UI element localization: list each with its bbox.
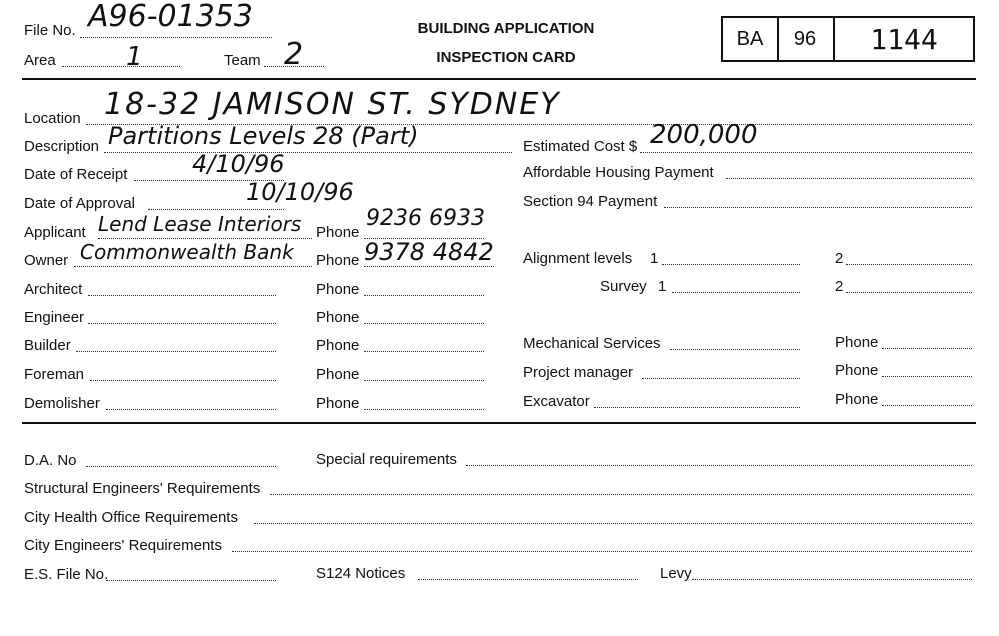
owner-line xyxy=(74,266,312,267)
affordable-housing-line xyxy=(726,178,972,179)
mechanical-phone-line xyxy=(882,348,972,349)
builder-label: Builder xyxy=(24,337,71,354)
section94-line xyxy=(664,207,972,208)
owner-phone-label: Phone xyxy=(316,252,360,269)
s124-line xyxy=(418,579,638,580)
architect-line xyxy=(88,295,276,296)
team-value: 2 xyxy=(284,37,304,72)
project-manager-phone-label: Phone xyxy=(835,362,879,379)
details-divider xyxy=(22,422,976,424)
card-title-line1: BUILDING APPLICATION xyxy=(417,20,595,37)
es-file-label: E.S. File No. xyxy=(24,566,109,583)
builder-phone-line xyxy=(364,351,484,352)
area-label: Area xyxy=(24,52,56,69)
city-engineers-line xyxy=(232,551,972,552)
description-label: Description xyxy=(24,138,100,155)
excavator-phone-line xyxy=(882,405,972,406)
date-receipt-label: Date of Receipt xyxy=(24,166,128,183)
area-line xyxy=(62,66,180,67)
survey-1-label: 1 xyxy=(658,278,667,295)
demolisher-label: Demolisher xyxy=(24,395,100,412)
header-divider xyxy=(22,78,976,80)
s124-label: S124 Notices xyxy=(316,565,406,582)
ba-number-box xyxy=(721,16,975,62)
owner-value: Commonwealth Bank xyxy=(80,240,294,264)
health-label: City Health Office Requirements xyxy=(24,509,238,526)
project-manager-label: Project manager xyxy=(523,364,634,381)
applicant-label: Applicant xyxy=(24,224,86,241)
applicant-phone-value: 9236 6933 xyxy=(366,206,485,231)
health-line xyxy=(254,523,972,524)
levy-line xyxy=(692,579,972,580)
date-approval-line xyxy=(148,209,284,210)
date-receipt-value: 4/10/96 xyxy=(192,150,285,178)
file-no-line xyxy=(80,37,272,38)
alignment-2-label: 2 xyxy=(835,250,844,267)
da-no-line xyxy=(86,466,276,467)
ba-prefix: BA xyxy=(723,18,779,60)
structural-line xyxy=(270,494,972,495)
applicant-line xyxy=(98,238,312,239)
architect-phone-line xyxy=(364,295,484,296)
builder-line xyxy=(76,351,276,352)
date-approval-value: 10/10/96 xyxy=(246,178,354,206)
alignment-1-label: 1 xyxy=(650,250,659,267)
description-value: Partitions Levels 28 (Part) xyxy=(108,122,419,150)
area-value: 1 xyxy=(126,42,143,72)
special-requirements-line xyxy=(466,465,972,466)
estimated-cost-label: Estimated Cost $ xyxy=(523,138,638,155)
alignment-1-line xyxy=(662,264,800,265)
foreman-line xyxy=(90,380,276,381)
foreman-label: Foreman xyxy=(24,366,85,383)
card-title-line2: INSPECTION CARD xyxy=(436,49,576,66)
location-label: Location xyxy=(24,110,81,127)
location-value: 18-32 JAMISON ST. SYDNEY xyxy=(104,87,561,122)
team-label: Team xyxy=(224,52,261,69)
architect-label: Architect xyxy=(24,281,83,298)
mechanical-label: Mechanical Services xyxy=(523,335,661,352)
structural-label: Structural Engineers' Requirements xyxy=(24,480,261,497)
excavator-phone-label: Phone xyxy=(835,391,879,408)
engineer-phone-label: Phone xyxy=(316,309,360,326)
ba-year: 96 xyxy=(777,18,835,60)
estimated-cost-line xyxy=(640,152,972,153)
architect-phone-label: Phone xyxy=(316,281,360,298)
engineer-label: Engineer xyxy=(24,309,85,326)
mechanical-line xyxy=(670,349,800,350)
engineer-line xyxy=(88,323,276,324)
project-manager-line xyxy=(642,378,800,379)
section94-label: Section 94 Payment xyxy=(523,193,658,210)
estimated-cost-value: 200,000 xyxy=(650,120,758,150)
da-no-label: D.A. No xyxy=(24,452,77,469)
foreman-phone-label: Phone xyxy=(316,366,360,383)
foreman-phone-line xyxy=(364,380,484,381)
affordable-housing-label: Affordable Housing Payment xyxy=(523,164,714,181)
special-requirements-label: Special requirements xyxy=(316,451,457,468)
alignment-label: Alignment levels xyxy=(523,250,633,267)
survey-1-line xyxy=(672,292,800,293)
levy-label: Levy xyxy=(660,565,692,582)
engineer-phone-line xyxy=(364,323,484,324)
excavator-label: Excavator xyxy=(523,393,590,410)
file-no-value: A96-01353 xyxy=(88,0,253,34)
alignment-2-line xyxy=(846,264,972,265)
es-file-line xyxy=(106,580,276,581)
mechanical-phone-label: Phone xyxy=(835,334,879,351)
survey-2-label: 2 xyxy=(835,278,844,295)
ba-number: 1144 xyxy=(870,23,938,56)
demolisher-phone-line xyxy=(364,409,484,410)
city-engineers-label: City Engineers' Requirements xyxy=(24,537,222,554)
survey-label: Survey xyxy=(600,278,647,295)
project-manager-phone-line xyxy=(882,376,972,377)
date-approval-label: Date of Approval xyxy=(24,195,135,212)
applicant-value: Lend Lease Interiors xyxy=(98,212,302,236)
file-no-label: File No. xyxy=(24,22,76,39)
owner-phone-value: 9378 4842 xyxy=(364,238,494,266)
demolisher-line xyxy=(106,409,276,410)
excavator-line xyxy=(594,407,800,408)
description-line xyxy=(104,152,512,153)
owner-label: Owner xyxy=(24,252,69,269)
survey-2-line xyxy=(846,292,972,293)
builder-phone-label: Phone xyxy=(316,337,360,354)
demolisher-phone-label: Phone xyxy=(316,395,360,412)
applicant-phone-label: Phone xyxy=(316,224,360,241)
owner-phone-line xyxy=(364,266,494,267)
